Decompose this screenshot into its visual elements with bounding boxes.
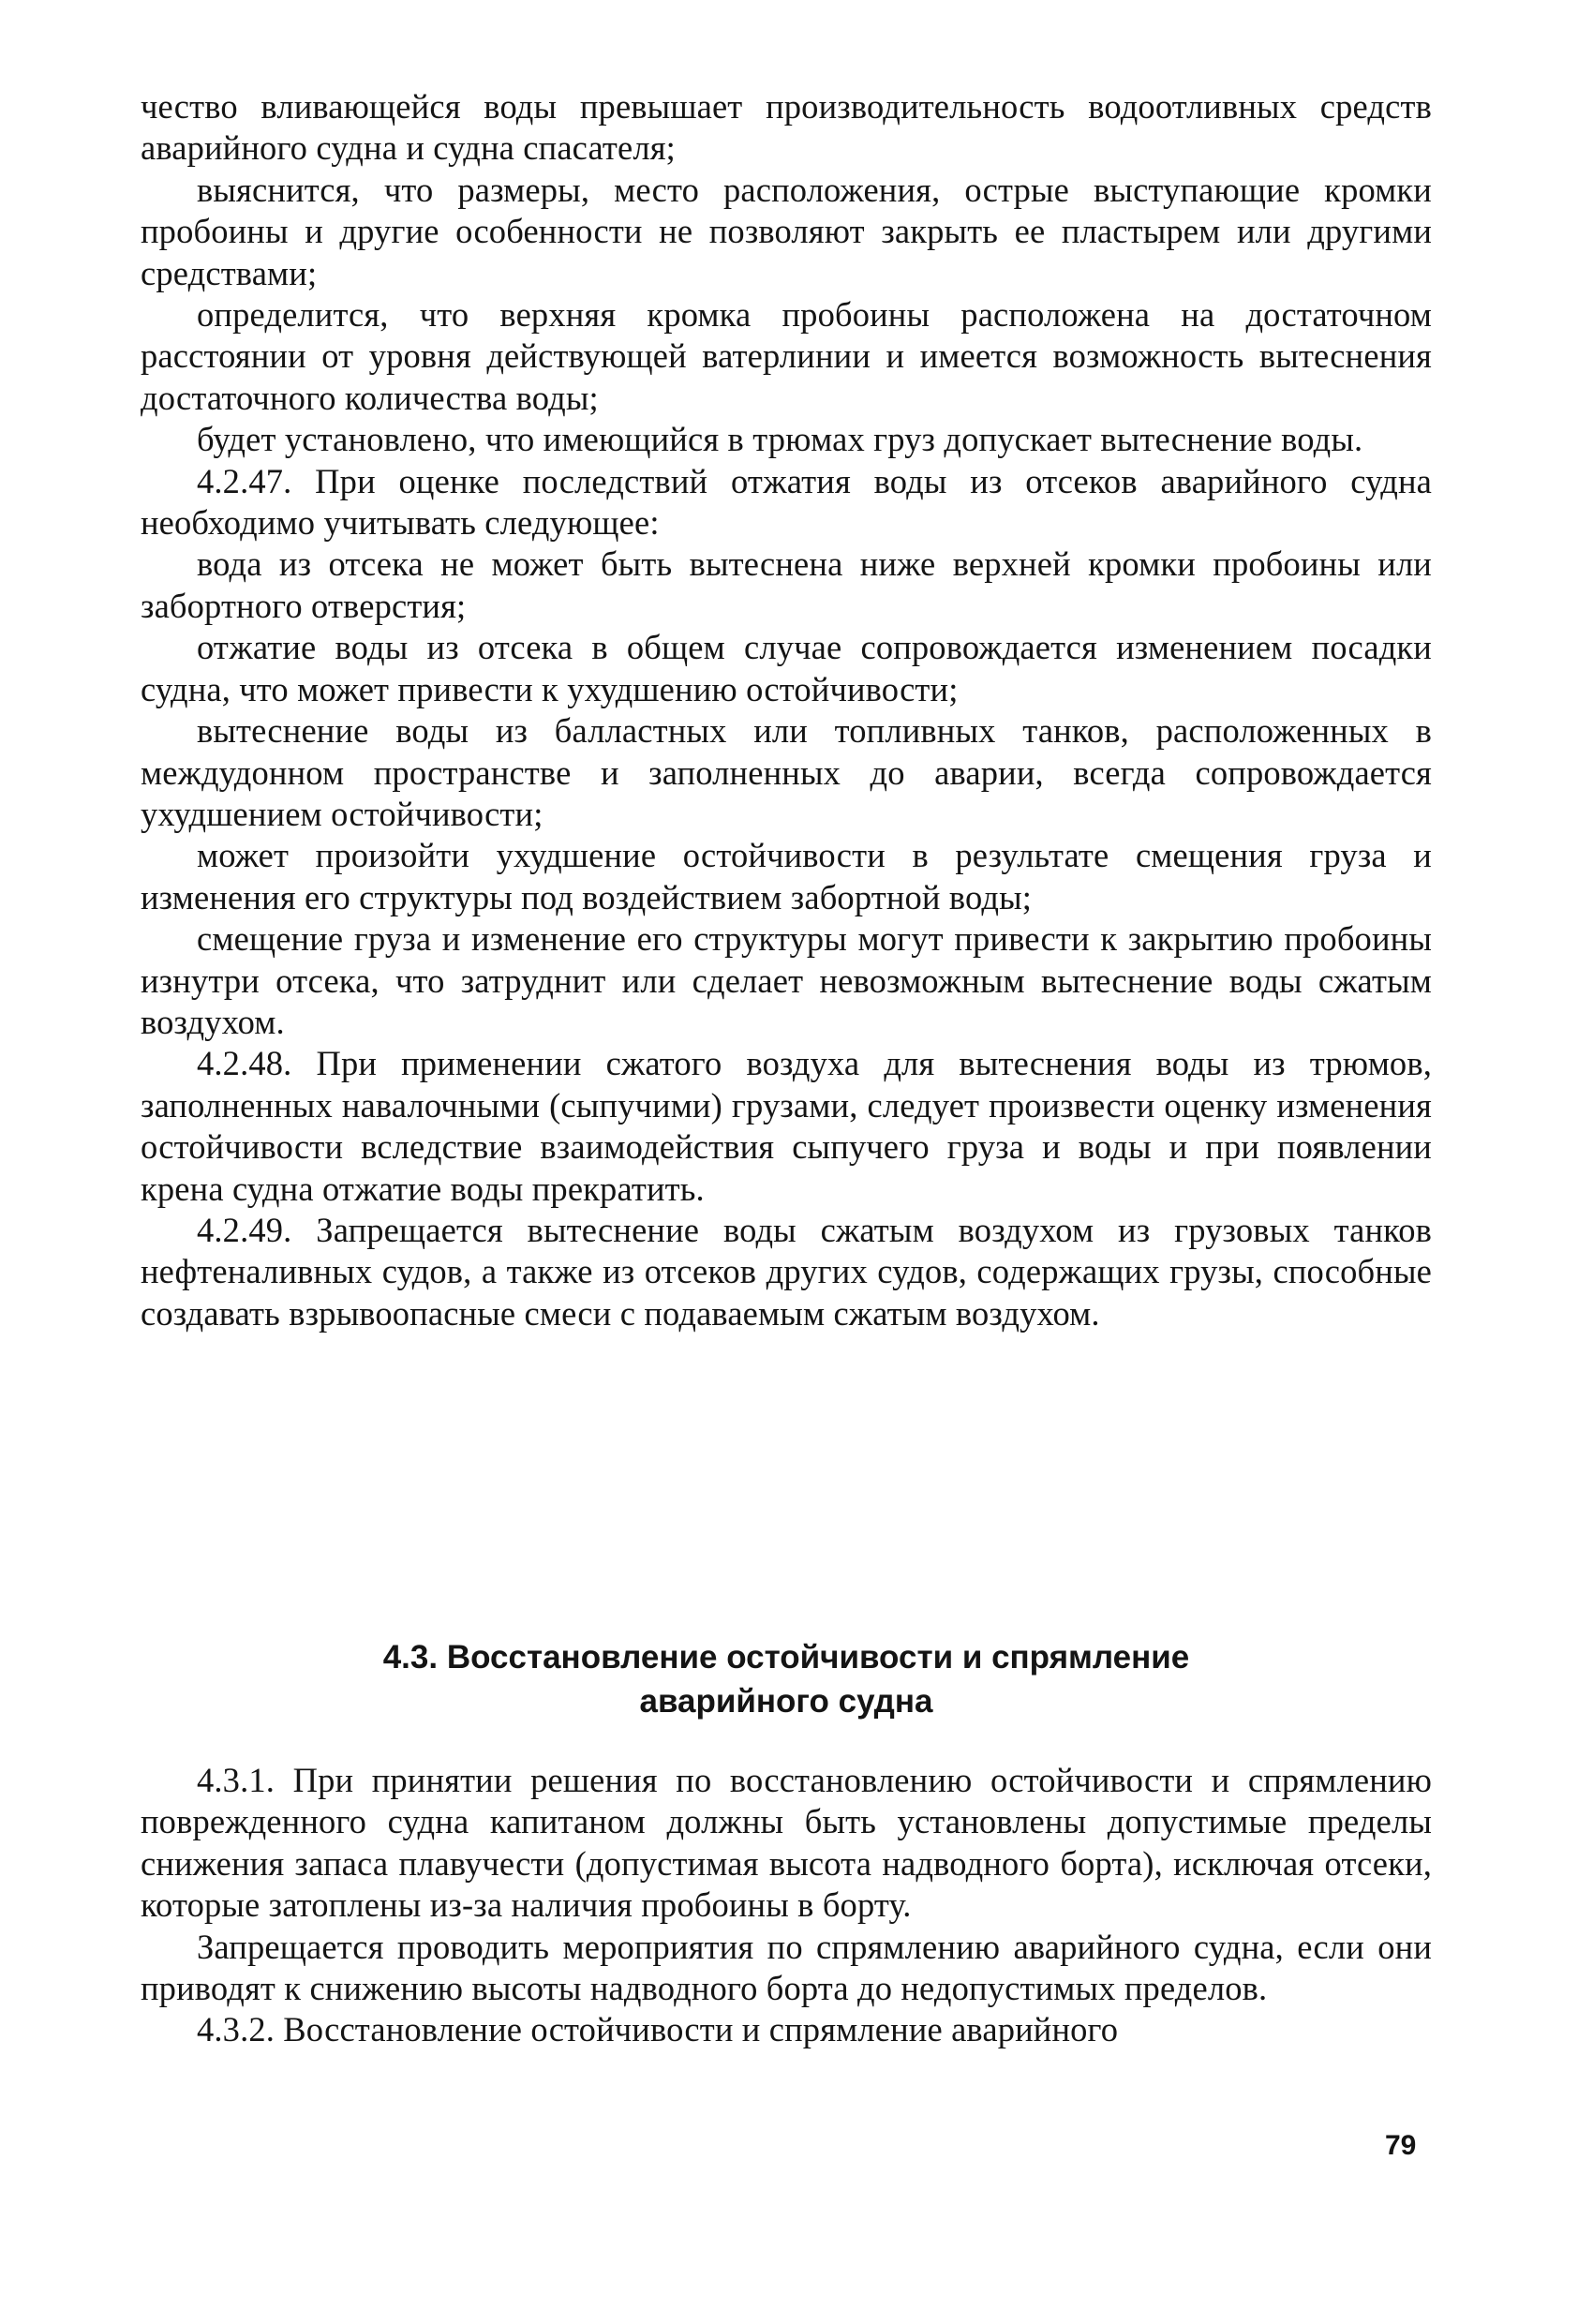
- section-heading: [141, 1635, 1432, 1723]
- paragraph-list-item: смещение груза и изменение его структуры могут привести к закрытию пробоины изнутри отсека, что затруднит или сделает невозможным вытеснение воды сжатым воздухом.: [141, 919, 1432, 1041]
- paragraph-clause-4-2-49: 4.2.49. Запрещается вытеснение воды сжатым воздухом из грузовых танков нефтеналивных судов, а также из отсеков других судов, содержащих грузы, способные создавать взрывоопасные смеси с подаваемым сжатым воздухом.: [141, 1210, 1432, 1333]
- paragraph-clause-4-3-2: 4.3.2. Восстановление остойчивости и спрямление аварийного: [197, 2010, 1119, 2049]
- paragraph-list-item: отжатие воды из отсека в общем случае сопровождается изменением посадки судна, что может привести к ухудшению остойчивости;: [141, 628, 1432, 708]
- document-body-bottom: [141, 1760, 1432, 2051]
- section-heading-line-2: аварийного судна: [639, 1683, 933, 1720]
- paragraph-continuation: чество вливающейся воды превышает производительность водоотливных средств аварийного судна и судна спасателя;: [141, 87, 1432, 168]
- paragraph-list-item: вытеснение воды из балластных или топливных танков, расположенных в междудонном пространстве и заполненных до аварии, всегда сопровождается ухудшением остойчивости;: [141, 711, 1432, 833]
- paragraph-list-item: будет установлено, что имеющийся в трюмах груз допускает вытеснение воды.: [197, 420, 1363, 459]
- paragraph-list-item: определится, что верхняя кромка пробоины расположена на достаточном расстоянии от уровня действующей ватерлинии и имеется возможность вытеснения достаточного количества воды;: [141, 295, 1432, 417]
- section-heading-line-1: 4.3. Восстановление остойчивости и спрямление: [382, 1639, 1190, 1676]
- paragraph-list-item: может произойти ухудшение остойчивости в результате смещения груза и изменения его структуры под воздействием забортной воды;: [141, 836, 1432, 916]
- paragraph-prohibition: Запрещается проводить мероприятия по спрямлению аварийного судна, если они приводят к снижению высоты надводного борта до недопустимых пределов.: [141, 1927, 1432, 2008]
- paragraph-clause-4-2-47: 4.2.47. При оценке последствий отжатия воды из отсеков аварийного судна необходимо учитывать следующее:: [141, 461, 1432, 543]
- paragraph-list-item: выяснится, что размеры, место расположения, острые выступающие кромки пробоины и другие особенности не позволяют закрыть ее пластырем или другими средствами;: [141, 170, 1432, 292]
- paragraph-clause-4-3-1: 4.3.1. При принятии решения по восстановлению остойчивости и спрямлению поврежденного судна капитаном должны быть установлены допустимые пределы снижения запаса плавучести (допустимая высота надводного борта), исключая отсеки, которые затоплены из-за наличия пробоины в борту.: [141, 1761, 1432, 1925]
- document-body-top: [141, 86, 1432, 1334]
- paragraph-clause-4-2-48: 4.2.48. При применении сжатого воздуха для вытеснения воды из трюмов, заполненных навалочными (сыпучими) грузами, следует произвести оценку изменения остойчивости вследствие взаимодействия сыпучего груза и воды и при появлении крена судна отжатие воды прекратить.: [141, 1044, 1432, 1208]
- paragraph-list-item: вода из отсека не может быть вытеснена ниже верхней кромки пробоины или забортного отверстия;: [141, 544, 1432, 625]
- page-number: 79: [1385, 2130, 1417, 2161]
